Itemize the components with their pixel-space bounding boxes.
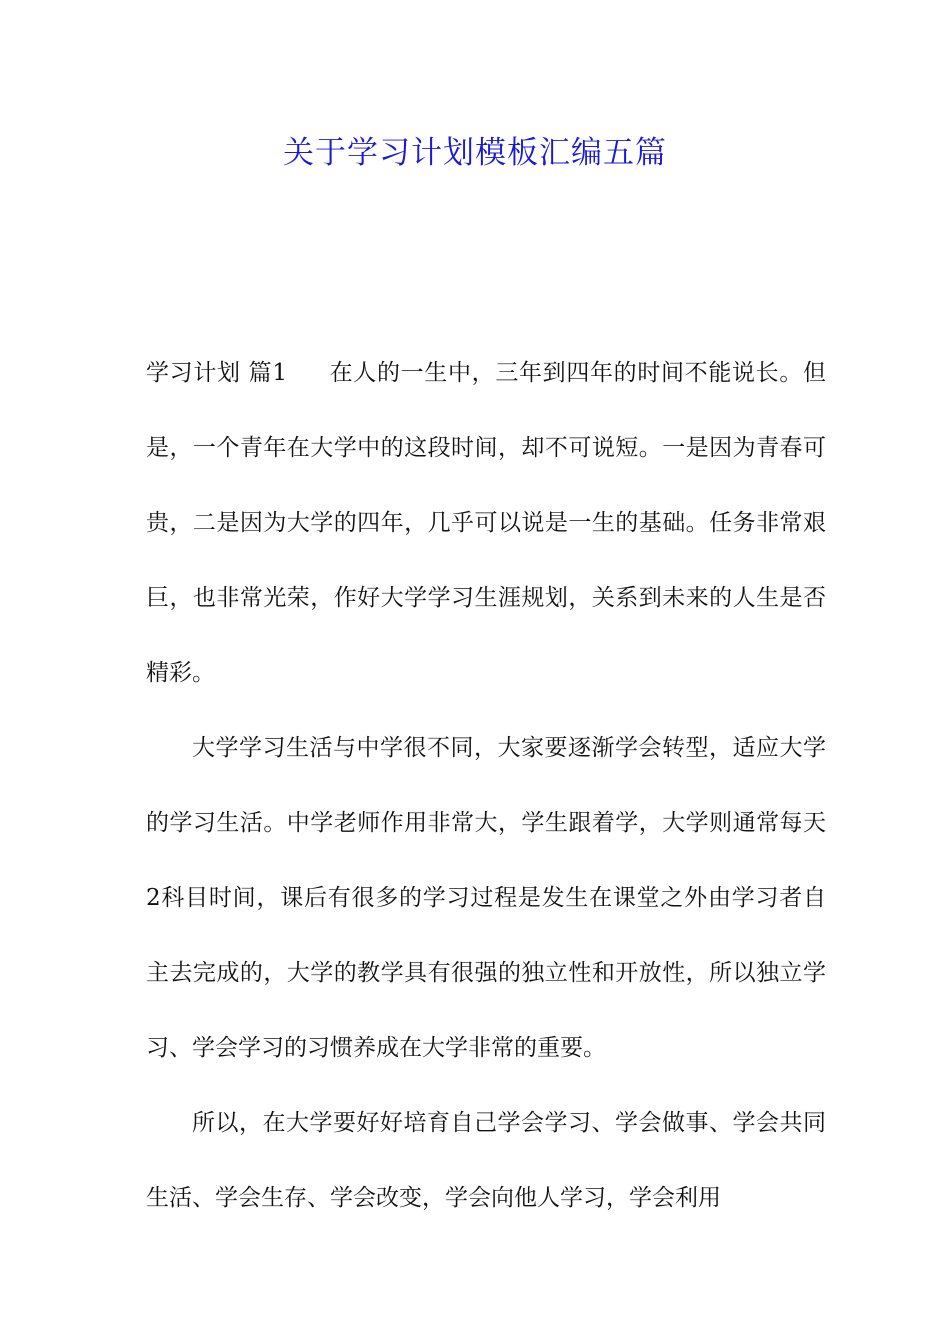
paragraph-1-text: 在人的一生中，三年到四年的时间不能说长。但是，一个青年在大学中的这段时间，却不可说短。一是因为青春可贵，二是因为大学的四年，几乎可以说是一生的基础。任务非常艰巨，也非常光荣，作好大学学习生涯规划，关系到未来的人生是否精彩。 xyxy=(146,360,827,686)
section-label: 学习计划 篇1 xyxy=(146,360,287,386)
paragraph-2: 大学学习生活与中学很不同，大家要逐渐学会转型，适应大学的学习生活。中学老师作用非常大，学生跟着学，大学则通常每天 2科目时间，课后有很多的学习过程是发生在课堂之外由学习者自主去完成的，大学的教学具有很强的独立性和开放性，所以独立学习、学会学习的习惯养成在大学非常的重要。 xyxy=(146,735,826,1061)
paragraph-3: 所以，在大学要好好培育自己学会学习、学会做事、学会共同生活、学会生存、学会改变，学会向他人学习，学会利用 xyxy=(146,1110,826,1211)
paragraph-1 xyxy=(146,336,826,711)
document-body xyxy=(146,336,826,1236)
document-title: 关于学习计划模板汇编五篇 xyxy=(283,135,667,171)
